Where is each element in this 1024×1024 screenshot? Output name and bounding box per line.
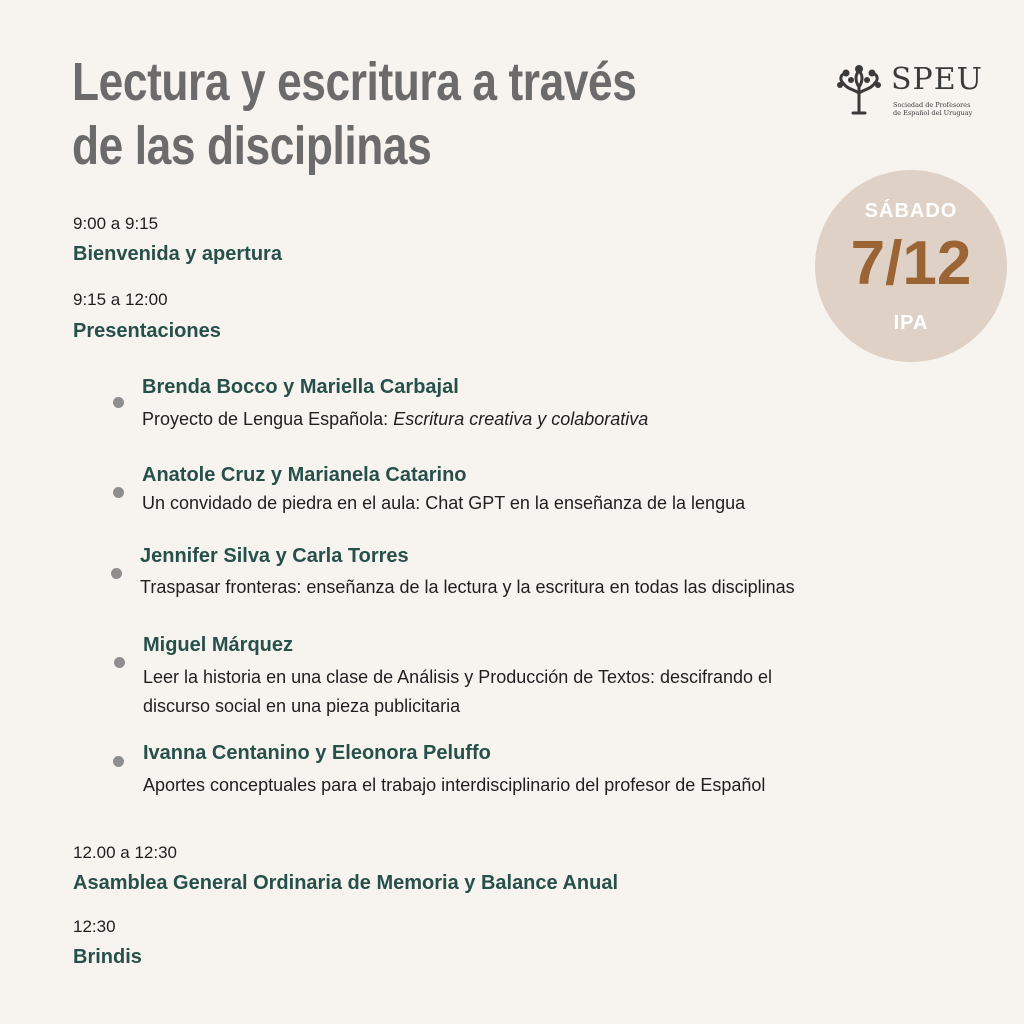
badge-place: IPA (893, 312, 929, 334)
logo-subtitle-line-1: Sociedad de Profesores (893, 101, 971, 109)
badge-day: SÁBADO (864, 200, 958, 222)
bullet (113, 397, 124, 408)
toast-title: Brindis (73, 946, 142, 968)
presentation-description-line-1: Leer la historia en una clase de Análisis y Producción de Textos: descifrando el (143, 667, 773, 687)
presentation-description-italic: Escritura creativa y colaborativa (393, 409, 649, 429)
presentation-description (142, 405, 648, 434)
presentation-speakers: Ivanna Centanino y Eleonora Peluffo (143, 742, 491, 764)
presentations-title: Presentaciones (73, 320, 221, 342)
assembly-title: Asamblea General Ordinaria de Memoria y Balance Anual (73, 872, 619, 894)
bullet (111, 568, 122, 579)
speu-logo (833, 63, 1003, 123)
logo-subtitle-line-2: de Español del Uruguay (893, 109, 973, 117)
bullet (113, 487, 124, 498)
date-badge (815, 170, 1007, 362)
presentation-speakers: Miguel Márquez (143, 634, 294, 656)
toast-time: 12:30 (73, 917, 116, 936)
presentation-description: Aportes conceptuales para el trabajo interdisciplinario del profesor de Español (143, 775, 766, 795)
presentation-speakers: Jennifer Silva y Carla Torres (140, 545, 409, 567)
page-title-line-2: de las disciplinas (72, 116, 432, 176)
page-title-line-1: Lectura y escritura a través (72, 52, 637, 112)
assembly-time: 12.00 a 12:30 (73, 843, 177, 862)
page-title (72, 50, 662, 178)
presentations-time: 9:15 a 12:00 (73, 290, 168, 309)
logo-name: SPEU (891, 62, 983, 97)
welcome-title: Bienvenida y apertura (73, 243, 282, 265)
presentation-speakers: Anatole Cruz y Marianela Catarino (142, 464, 467, 486)
presentation-description: Un convidado de piedra en el aula: Chat GPT en la enseñanza de la lengua (142, 493, 746, 513)
welcome-time: 9:00 a 9:15 (73, 214, 159, 233)
presentation-description-plain: Proyecto de Lengua Española: (142, 409, 394, 429)
bullet (114, 657, 125, 668)
bullet (113, 756, 124, 767)
presentation-speakers: Brenda Bocco y Mariella Carbajal (142, 376, 459, 398)
badge-date: 7/12 (850, 229, 972, 298)
presentation-description-line-2: discurso social en una pieza publicitaria (143, 696, 461, 716)
tree-icon (833, 63, 885, 115)
presentation-description: Traspasar fronteras: enseñanza de la lectura y la escritura en todas las disciplinas (140, 577, 795, 597)
